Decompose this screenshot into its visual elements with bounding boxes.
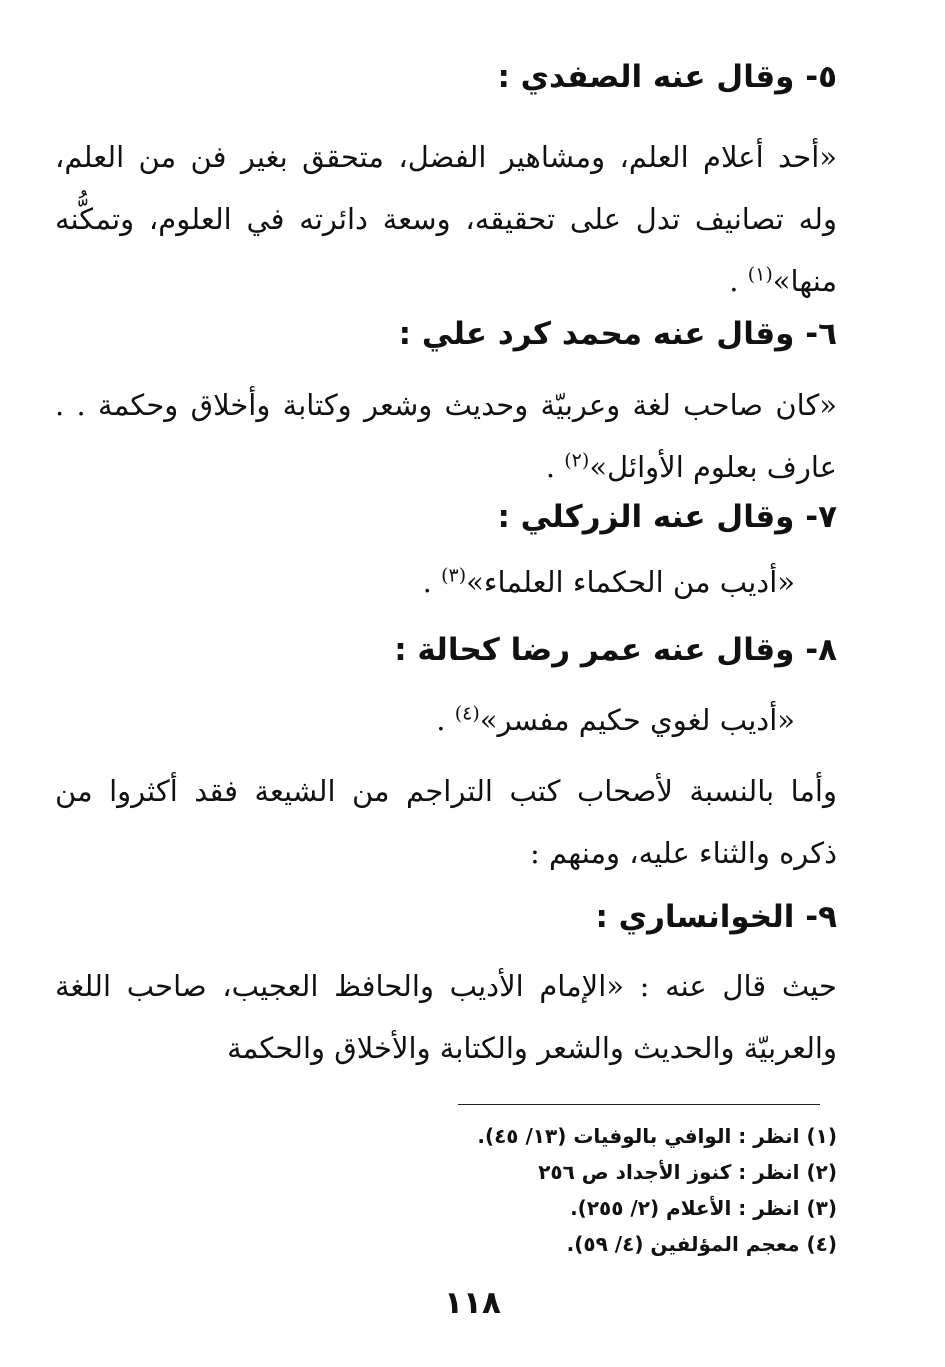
quote-kurd-ali bbox=[55, 374, 837, 498]
footnote-1: (١) انظر : الوافي بالوفيات (١٣/ ٤٥). bbox=[477, 1124, 837, 1148]
quote-kahhala-text: «أديب لغوي حكيم مفسر» bbox=[479, 703, 795, 737]
footnote-divider bbox=[458, 1104, 820, 1105]
footnote-ref-3: (٣) bbox=[441, 564, 467, 587]
footnote-2: (٢) انظر : كنوز الأجداد ص ٢٥٦ bbox=[538, 1160, 837, 1184]
heading-zirikli: ٧- وقال عنه الزركلي : bbox=[497, 499, 837, 535]
quote-kahhala bbox=[436, 698, 795, 742]
footnote-4: (٤) معجم المؤلفين (٤/ ٥٩). bbox=[566, 1232, 837, 1256]
heading-kurd-ali: ٦- وقال عنه محمد كرد علي : bbox=[398, 316, 837, 352]
heading-khwansari: ٩- الخوانساري : bbox=[595, 899, 837, 935]
quote-safadi bbox=[55, 126, 837, 312]
quote-kurd-ali-text: «كان صاحب لغة وعربيّة وحديث وشعر وكتابة وأخلاق وحكمة . . عارف بعلوم الأوائل» bbox=[55, 388, 837, 484]
quote-zirikli-end: . bbox=[422, 565, 442, 599]
footnote-ref-4: (٤) bbox=[454, 702, 480, 725]
page-number: ١١٨ bbox=[444, 1285, 501, 1321]
footnote-ref-1: (١) bbox=[747, 263, 773, 286]
footnote-3: (٣) انظر : الأعلام (٢/ ٢٥٥). bbox=[570, 1196, 837, 1220]
footnote-ref-2: (٢) bbox=[564, 449, 590, 472]
heading-kahhala: ٨- وقال عنه عمر رضا كحالة : bbox=[394, 632, 837, 668]
heading-safadi: ٥- وقال عنه الصفدي : bbox=[497, 59, 837, 95]
quote-safadi-end: . bbox=[729, 264, 748, 298]
quote-khwansari: حيث قال عنه : «الإمام الأديب والحافظ العجيب، صاحب اللغة والعربيّة والحديث والشعر والكتابة والأخلاق والحكمة bbox=[55, 969, 837, 1065]
quote-zirikli bbox=[423, 560, 795, 604]
intro-paragraph: وأما بالنسبة لأصحاب كتب التراجم من الشيعة فقد أكثروا من ذكره والثناء عليه، ومنهم : bbox=[55, 774, 837, 870]
quote-zirikli-text: «أديب من الحكماء العلماء» bbox=[466, 565, 795, 599]
quote-safadi-text: «أحد أعلام العلم، ومشاهير الفضل، متحقق بغير فن من العلم، وله تصانيف تدل على تحقيقه، وسعة دائرته في العلوم، وتمكُّنه منها» bbox=[55, 140, 837, 298]
quote-kurd-ali-end: . bbox=[545, 450, 565, 484]
footnotes bbox=[477, 1118, 837, 1262]
quote-kahhala-end: . bbox=[436, 703, 455, 737]
